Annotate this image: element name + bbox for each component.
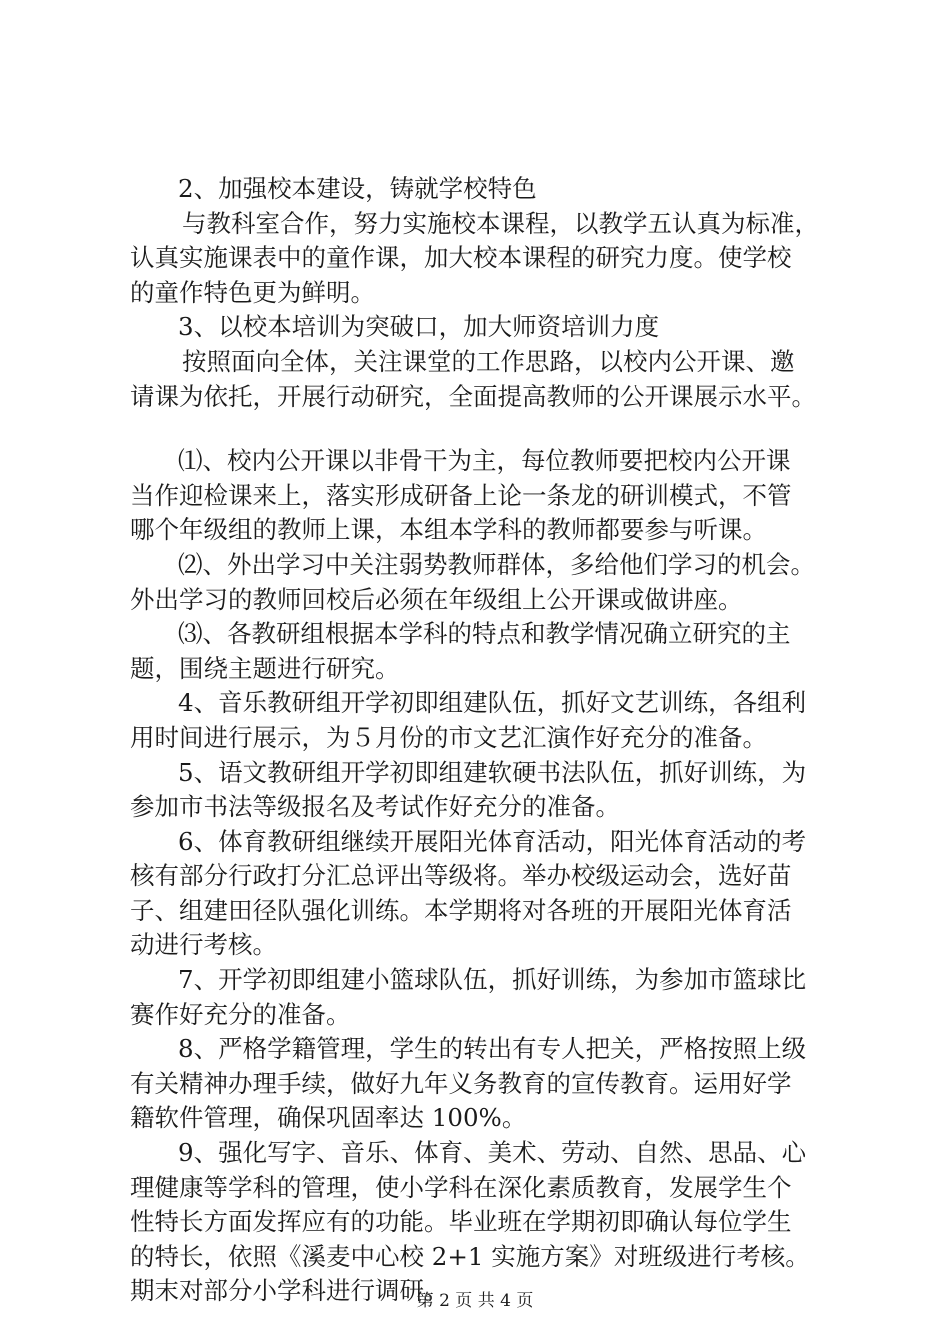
paragraph-line: 当作迎检课来上，落实形成研备上论一条龙的研训模式，不管 <box>130 480 792 510</box>
paragraph-line: 题，围绕主题进行研究。 <box>130 653 400 683</box>
paragraph-gap <box>130 414 830 444</box>
paragraph-line: ⑴、校内公开课以非骨干为主，每位教师要把校内公开课 <box>178 446 791 476</box>
paragraph-line: 期末对部分小学科进行调研。 <box>130 1276 449 1306</box>
paragraph-line: 请课为依托，开展行动研究，全面提高教师的公开课展示水平。 <box>130 381 816 411</box>
paragraph-line: 用时间进行展示，为５月份的市文艺汇演作好充分的准备。 <box>130 722 767 752</box>
heading-item-3: 3、以校本培训为突破口，加大师资培训力度 <box>178 312 660 342</box>
paragraph-line: 子、组建田径队强化训练。本学期将对各班的开展阳光体育活 <box>130 895 792 925</box>
paragraph-line: 有关精神办理手续，做好九年义务教育的宣传教育。运用好学 <box>130 1068 792 1098</box>
paragraph-line: 赛作好充分的准备。 <box>130 999 351 1029</box>
paragraph-line: 的特长，依照《溪麦中心校 2+1 实施方案》对班级进行考核。 <box>130 1241 810 1271</box>
paragraph-line: 认真实施课表中的童作课，加大校本课程的研究力度。使学校 <box>130 243 792 273</box>
paragraph-line: 理健康等学科的管理，使小学科在深化素质教育，发展学生个 <box>130 1172 792 1202</box>
heading-item-9: 9、强化写字、音乐、体育、美术、劳动、自然、思品、心 <box>178 1138 807 1168</box>
paragraph-line: ⑵、外出学习中关注弱势教师群体，多给他们学习的机会。 <box>178 549 815 579</box>
paragraph-line: 哪个年级组的教师上课，本组本学科的教师都要参与听课。 <box>130 515 767 545</box>
heading-item-4: 4、音乐教研组开学初即组建队伍，抓好文艺训练，各组利 <box>178 688 807 718</box>
paragraph-line: ⑶、各教研组根据本学科的特点和教学情况确立研究的主 <box>178 619 791 649</box>
paragraph-line: 的童作特色更为鲜明。 <box>130 277 375 307</box>
page-footer-number: 第 2 页 共 4 页 <box>416 1291 534 1311</box>
paragraph-line: 按照面向全体，关注课堂的工作思路，以校内公开课、邀 <box>182 346 795 376</box>
paragraph-line: 性特长方面发挥应有的功能。毕业班在学期初即确认每位学生 <box>130 1207 792 1237</box>
heading-item-8: 8、严格学籍管理，学生的转出有专人把关，严格按照上级 <box>178 1034 807 1064</box>
paragraph-line: 参加市书法等级报名及考试作好充分的准备。 <box>130 792 620 822</box>
paragraph-line: 与教科室合作，努力实施校本课程，以教学五认真为标准， <box>182 208 819 238</box>
paragraph-line: 外出学习的教师回校后必须在年级组上公开课或做讲座。 <box>130 584 743 614</box>
paragraph-line: 籍软件管理，确保巩固率达 100%。 <box>130 1103 527 1133</box>
heading-item-5: 5、语文教研组开学初即组建软硬书法队伍，抓好训练，为 <box>178 757 807 787</box>
heading-item-2: 2、加强校本建设，铸就学校特色 <box>178 174 537 203</box>
heading-item-7: 7、开学初即组建小篮球队伍，抓好训练，为参加市篮球比 <box>178 965 807 995</box>
paragraph-line: 核有部分行政打分汇总评出等级将。举办校级运动会，选好苗 <box>130 861 792 891</box>
heading-item-6: 6、体育教研组继续开展阳光体育活动，阳光体育活动的考 <box>178 826 807 856</box>
paragraph-line: 动进行考核。 <box>130 930 277 960</box>
document-body <box>130 172 830 1309</box>
